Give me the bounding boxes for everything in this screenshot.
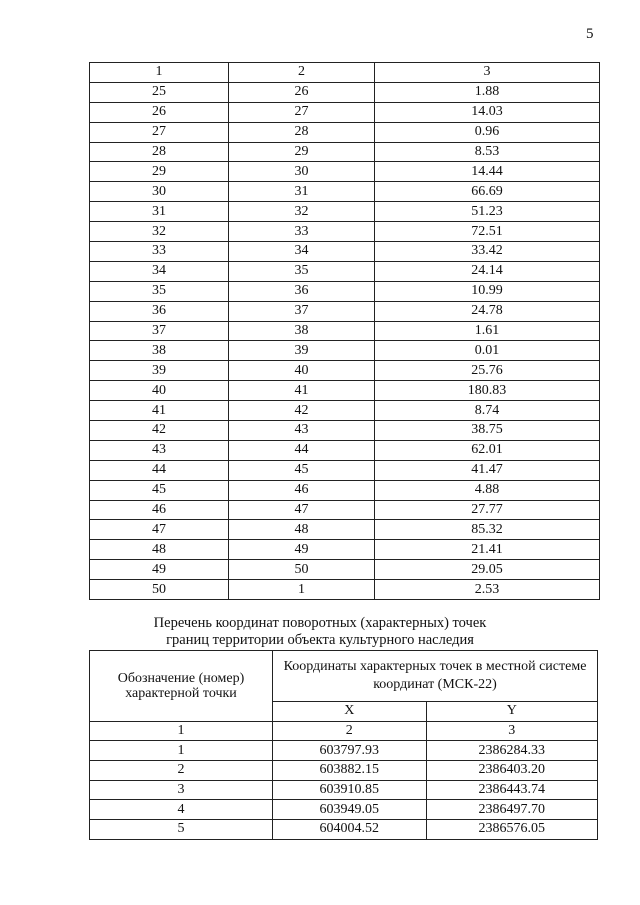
- from-point-cell: 35: [90, 281, 229, 301]
- from-point-cell: 29: [90, 162, 229, 182]
- distance-cell: 1.88: [375, 82, 600, 102]
- to-point-cell: 33: [229, 222, 375, 242]
- to-point-cell: 47: [229, 500, 375, 520]
- from-point-cell: 33: [90, 242, 229, 262]
- to-point-cell: 44: [229, 440, 375, 460]
- distance-cell: 21.41: [375, 540, 600, 560]
- from-point-cell: 46: [90, 500, 229, 520]
- segment-row: [90, 440, 600, 460]
- segment-row: [90, 540, 600, 560]
- from-point-cell: 39: [90, 361, 229, 381]
- distance-cell: 62.01: [375, 440, 600, 460]
- coordinates-table: [89, 650, 598, 840]
- x-column-header: X: [273, 702, 427, 722]
- coordinates-numbering-row: [90, 721, 598, 741]
- numbering-cell: 2: [273, 721, 427, 741]
- coordinate-row: [90, 761, 598, 781]
- point-number-cell: 1: [90, 741, 273, 761]
- from-point-cell: 48: [90, 540, 229, 560]
- distance-cell: 14.03: [375, 102, 600, 122]
- from-point-cell: 36: [90, 301, 229, 321]
- from-point-cell: 30: [90, 182, 229, 202]
- point-number-cell: 5: [90, 820, 273, 840]
- point-number-cell: 2: [90, 761, 273, 781]
- y-coordinate-cell: 2386443.74: [426, 780, 597, 800]
- from-point-cell: 42: [90, 421, 229, 441]
- distance-cell: 29.05: [375, 560, 600, 580]
- distance-cell: 24.14: [375, 261, 600, 281]
- point-number-cell: 4: [90, 800, 273, 820]
- to-point-cell: 46: [229, 480, 375, 500]
- from-point-cell: 28: [90, 142, 229, 162]
- to-point-cell: 26: [229, 82, 375, 102]
- to-point-cell: 30: [229, 162, 375, 182]
- from-point-cell: 47: [90, 520, 229, 540]
- segment-row: [90, 182, 600, 202]
- distance-cell: 41.47: [375, 460, 600, 480]
- segment-row: [90, 580, 600, 600]
- to-point-cell: 29: [229, 142, 375, 162]
- segment-row: [90, 321, 600, 341]
- distance-cell: 0.96: [375, 122, 600, 142]
- to-point-cell: 31: [229, 182, 375, 202]
- caption-line-1: Перечень координат поворотных (характерных) точек: [153, 615, 487, 631]
- coordinate-row: [90, 800, 598, 820]
- from-point-cell: 27: [90, 122, 229, 142]
- to-point-cell: 38: [229, 321, 375, 341]
- from-point-cell: 43: [90, 440, 229, 460]
- to-point-cell: 41: [229, 381, 375, 401]
- segment-row: [90, 301, 600, 321]
- coordinates-table-body: [90, 651, 598, 840]
- coordinate-row: [90, 741, 598, 761]
- to-point-cell: 49: [229, 540, 375, 560]
- y-coordinate-cell: 2386284.33: [426, 741, 597, 761]
- to-point-cell: 28: [229, 122, 375, 142]
- to-point-cell: 50: [229, 560, 375, 580]
- from-point-cell: 25: [90, 82, 229, 102]
- y-coordinate-cell: 2386576.05: [426, 820, 597, 840]
- segment-row: [90, 421, 600, 441]
- to-point-cell: 27: [229, 102, 375, 122]
- distance-cell: 14.44: [375, 162, 600, 182]
- segment-row: [90, 162, 600, 182]
- coordinate-row: [90, 780, 598, 800]
- distance-cell: 27.77: [375, 500, 600, 520]
- from-point-cell: 45: [90, 480, 229, 500]
- coordinates-header-row: [90, 651, 598, 702]
- from-point-cell: 31: [90, 202, 229, 222]
- distance-cell: 85.32: [375, 520, 600, 540]
- to-point-cell: 39: [229, 341, 375, 361]
- coordinate-row: [90, 820, 598, 840]
- from-point-cell: 41: [90, 401, 229, 421]
- distance-cell: 8.53: [375, 142, 600, 162]
- to-point-cell: 35: [229, 261, 375, 281]
- from-point-cell: 44: [90, 460, 229, 480]
- segment-row: [90, 142, 600, 162]
- segment-row: [90, 480, 600, 500]
- to-point-cell: 36: [229, 281, 375, 301]
- distance-cell: 72.51: [375, 222, 600, 242]
- caption-line-2: границ территории объекта культурного наследия: [166, 632, 474, 648]
- to-point-cell: 48: [229, 520, 375, 540]
- segment-row: [90, 361, 600, 381]
- distance-cell: 66.69: [375, 182, 600, 202]
- distance-cell: 25.76: [375, 361, 600, 381]
- segment-row: [90, 222, 600, 242]
- x-coordinate-cell: 603910.85: [273, 780, 427, 800]
- x-coordinate-cell: 603882.15: [273, 761, 427, 781]
- x-coordinate-cell: 604004.52: [273, 820, 427, 840]
- segment-row: [90, 261, 600, 281]
- from-point-cell: 37: [90, 321, 229, 341]
- distance-cell: 33.42: [375, 242, 600, 262]
- to-point-cell: 43: [229, 421, 375, 441]
- distance-cell: 38.75: [375, 421, 600, 441]
- numbering-cell: 1: [90, 721, 273, 741]
- from-point-cell: 38: [90, 341, 229, 361]
- y-column-header: Y: [426, 702, 597, 722]
- distance-cell: 2.53: [375, 580, 600, 600]
- distance-cell: 10.99: [375, 281, 600, 301]
- segment-row: [90, 401, 600, 421]
- from-point-cell: 49: [90, 560, 229, 580]
- segment-row: [90, 520, 600, 540]
- to-point-cell: 34: [229, 242, 375, 262]
- from-point-cell: 50: [90, 580, 229, 600]
- y-coordinate-cell: 2386497.70: [426, 800, 597, 820]
- x-coordinate-cell: 603949.05: [273, 800, 427, 820]
- segment-row: [90, 242, 600, 262]
- segment-row: [90, 500, 600, 520]
- point-number-cell: 3: [90, 780, 273, 800]
- segments-table: [89, 62, 600, 600]
- segments-header-cell: 2: [229, 63, 375, 83]
- distance-cell: 180.83: [375, 381, 600, 401]
- segment-row: [90, 82, 600, 102]
- x-coordinate-cell: 603797.93: [273, 741, 427, 761]
- to-point-cell: 40: [229, 361, 375, 381]
- from-point-cell: 34: [90, 261, 229, 281]
- from-point-cell: 32: [90, 222, 229, 242]
- distance-cell: 4.88: [375, 480, 600, 500]
- to-point-cell: 45: [229, 460, 375, 480]
- page-number: 5: [586, 26, 594, 42]
- segment-row: [90, 341, 600, 361]
- point-designation-header: Обозначение (номер) характерной точки: [90, 651, 273, 722]
- to-point-cell: 37: [229, 301, 375, 321]
- segments-header-cell: 1: [90, 63, 229, 83]
- segment-row: [90, 202, 600, 222]
- to-point-cell: 1: [229, 580, 375, 600]
- segment-row: [90, 122, 600, 142]
- segment-row: [90, 560, 600, 580]
- segment-row: [90, 381, 600, 401]
- segments-header-row: [90, 63, 600, 83]
- segment-row: [90, 281, 600, 301]
- segment-row: [90, 460, 600, 480]
- to-point-cell: 42: [229, 401, 375, 421]
- y-coordinate-cell: 2386403.20: [426, 761, 597, 781]
- segments-table-body: [90, 63, 600, 600]
- to-point-cell: 32: [229, 202, 375, 222]
- distance-cell: 51.23: [375, 202, 600, 222]
- coordinates-header: Координаты характерных точек в местной системе координат (МСК-22): [273, 651, 598, 702]
- segment-row: [90, 102, 600, 122]
- from-point-cell: 26: [90, 102, 229, 122]
- numbering-cell: 3: [426, 721, 597, 741]
- distance-cell: 8.74: [375, 401, 600, 421]
- distance-cell: 0.01: [375, 341, 600, 361]
- from-point-cell: 40: [90, 381, 229, 401]
- distance-cell: 24.78: [375, 301, 600, 321]
- distance-cell: 1.61: [375, 321, 600, 341]
- segments-header-cell: 3: [375, 63, 600, 83]
